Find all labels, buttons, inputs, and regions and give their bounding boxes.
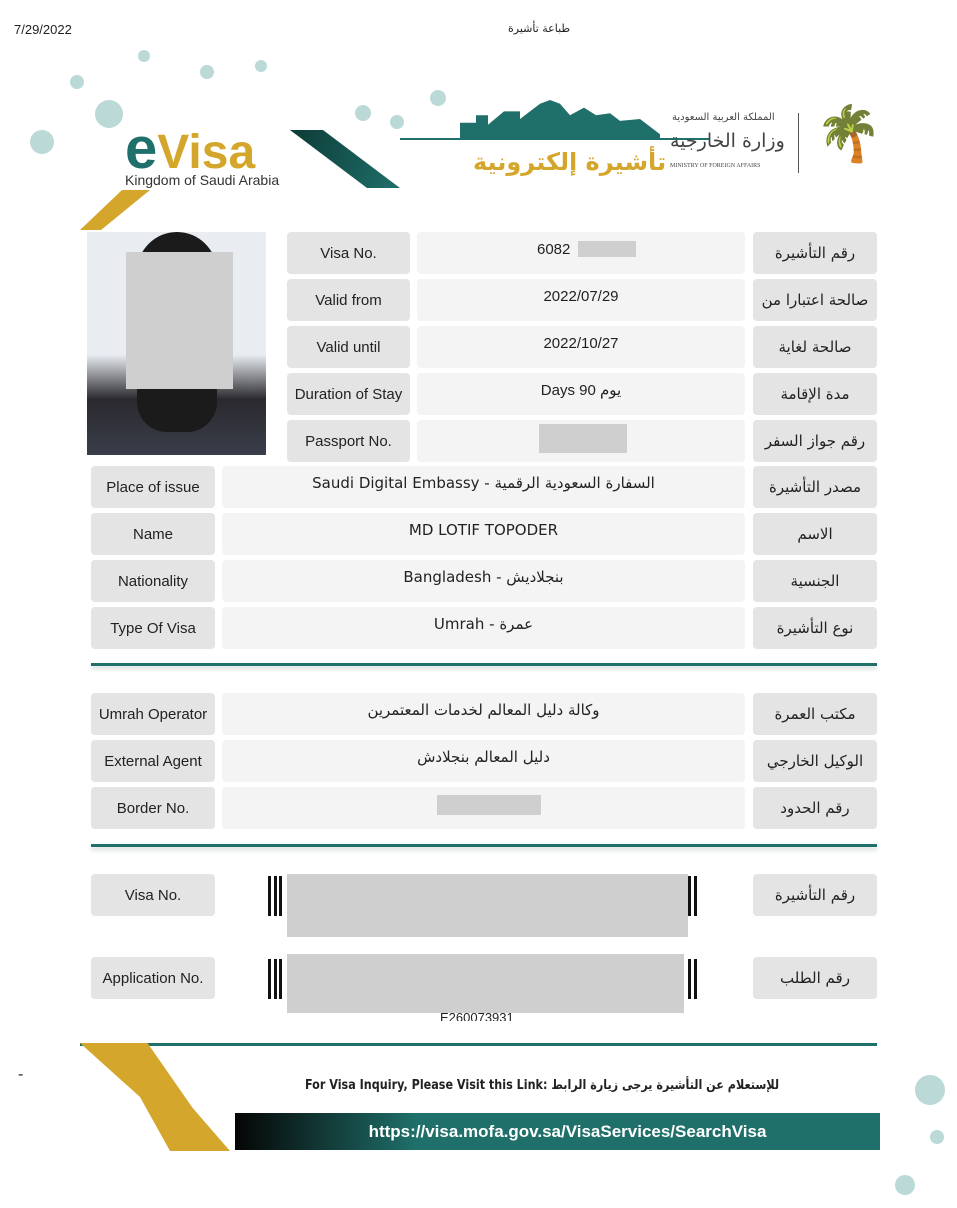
skyline	[460, 100, 660, 138]
inquiry-url[interactable]: https://visa.mofa.gov.sa/VisaServices/SearchVisa	[368, 1121, 767, 1141]
barcode-bar	[274, 959, 277, 999]
field-label-ar: الجنسية	[753, 560, 877, 602]
inquiry-text: For Visa Inquiry, Please Visit this Link: للإستعلام عن التأشيرة يرجى زيارة الرابط	[305, 1078, 780, 1093]
field-value: MD LOTIF TOPODER	[222, 513, 745, 555]
field-value: 2022/10/27	[417, 326, 745, 368]
barcode-bar	[694, 959, 697, 999]
barcode-redaction	[287, 874, 688, 937]
face-redaction	[126, 252, 233, 389]
field-label-ar: صالحة اعتبارا من	[753, 279, 877, 321]
barcode-bar	[279, 876, 282, 916]
field-label-en: Nationality	[91, 560, 215, 602]
field-value: Days 90 يوم	[417, 373, 745, 415]
field-value: 2022/07/29	[417, 279, 745, 321]
barcode-label-ar: رقم الطلب	[753, 957, 877, 999]
field-label-en: Place of issue	[91, 466, 215, 508]
barcode-redaction	[287, 954, 684, 1013]
border-number-redaction	[437, 795, 541, 815]
field-label-ar: مدة الإقامة	[753, 373, 877, 415]
field-value: دليل المعالم بنجلادش	[222, 740, 745, 782]
field-label-en: Passport No.	[287, 420, 410, 462]
ribbon-swoosh	[290, 130, 400, 188]
barcode-bar	[279, 959, 282, 999]
divider	[91, 663, 877, 666]
ministry-english: MINISTRY OF FOREIGN AFFAIRS	[670, 163, 761, 169]
field-label-ar: رقم التأشيرة	[753, 232, 877, 274]
barcode-bar	[268, 959, 271, 999]
kingdom-arabic: المملكة العربية السعودية	[672, 112, 775, 123]
barcode-bar	[694, 876, 697, 916]
field-value: Saudi Digital Embassy - السفارة السعودية الرقمية	[222, 466, 745, 508]
field-label-en: Border No.	[91, 787, 215, 829]
field-label-ar: صالحة لغاية	[753, 326, 877, 368]
visa-number-redaction	[578, 241, 636, 257]
field-label-en: Type Of Visa	[91, 607, 215, 649]
field-value: Umrah - عمرة	[222, 607, 745, 649]
field-label-ar: نوع التأشيرة	[753, 607, 877, 649]
field-label-ar: رقم الحدود	[753, 787, 877, 829]
field-value: 6082	[417, 232, 745, 274]
applicant-photo	[87, 232, 266, 455]
barcode-bar	[268, 876, 271, 916]
barcode-label-en: Visa No.	[91, 874, 215, 916]
print-date: 7/29/2022	[14, 22, 72, 37]
divider	[91, 844, 877, 847]
barcode-bar	[688, 959, 691, 999]
banner	[20, 45, 920, 230]
field-label-ar: الاسم	[753, 513, 877, 555]
ministry-arabic: وزارة الخارجية	[670, 130, 785, 152]
field-label-en: Umrah Operator	[91, 693, 215, 735]
barcode-label-ar: رقم التأشيرة	[753, 874, 877, 916]
passport-redaction	[539, 424, 627, 453]
field-label-ar: الوكيل الخارجي	[753, 740, 877, 782]
barcode-bar	[688, 876, 691, 916]
evisa-arabic: تأشيرة إلكترونية	[473, 148, 667, 176]
footer-gold-swoosh	[80, 1043, 230, 1151]
field-value: وكالة دليل المعالم لخدمات المعتمرين	[222, 693, 745, 735]
field-label-ar: مصدر التأشيرة	[753, 466, 877, 508]
field-label-en: Name	[91, 513, 215, 555]
field-label-en: Visa No.	[287, 232, 410, 274]
url-bar	[235, 1113, 880, 1150]
print-title: طباعة تأشيرة	[508, 22, 571, 35]
barcode-caption: E260073931	[440, 1010, 514, 1021]
field-label-ar: رقم جواز السفر	[753, 420, 877, 462]
field-label-ar: مكتب العمرة	[753, 693, 877, 735]
field-label-en: Valid until	[287, 326, 410, 368]
field-label-en: External Agent	[91, 740, 215, 782]
barcode-label-en: Application No.	[91, 957, 215, 999]
margin-dash: -	[18, 1066, 24, 1083]
gold-swoosh	[80, 190, 150, 230]
evisa-logo: eVisa Kingdom of Saudi Arabia	[125, 116, 280, 188]
field-label-en: Valid from	[287, 279, 410, 321]
field-label-en: Duration of Stay	[287, 373, 410, 415]
barcode-bar	[274, 876, 277, 916]
field-value: Bangladesh - بنجلاديش	[222, 560, 745, 602]
footer-line	[80, 1043, 877, 1046]
saudi-emblem: 🌴	[815, 104, 883, 164]
